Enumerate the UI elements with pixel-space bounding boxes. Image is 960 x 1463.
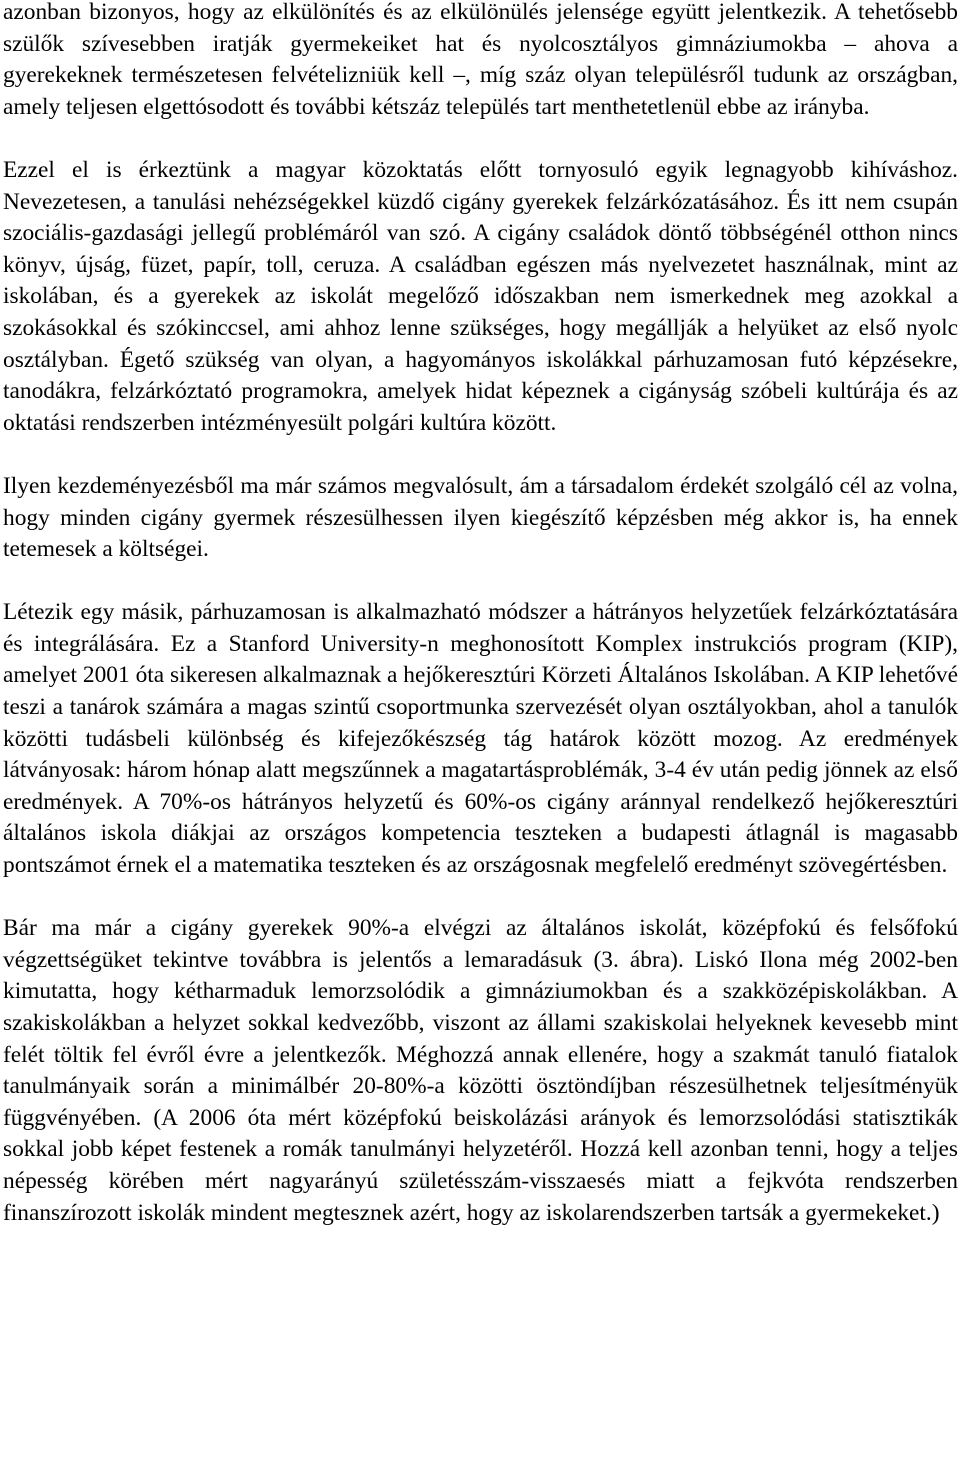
paragraph-1: azonban bizonyos, hogy az elkülönítés és az elkülönülés jelensége együtt jelentkezik. A tehetősebb szülők szívesebben iratják gyermekeiket hat és nyolcosztályos gimnáziumokba – ahova a gyerekeknek természetesen felvételizniük kell –, míg száz olyan településről tudunk az országban, amely teljesen elgettósodott és további kétszáz település tart menthetetlenül ebbe az irányba. — [3, 0, 958, 120]
paragraph-spacer — [3, 566, 958, 598]
paragraph-spacer — [3, 439, 958, 471]
paragraph-spacer — [3, 882, 958, 914]
paragraph-2: Ezzel el is érkeztünk a magyar közoktatás előtt tornyosuló egyik legnagyobb kihíváshoz. Nevezetesen, a tanulási nehézségekkel küzdő cigány gyerekek felzárkózatásához. És itt nem csupán szociális-gazdasági jellegű problémáról van szó. A cigány családok döntő többségénél otthon nincs könyv, újság, füzet, papír, toll, ceruza. A családban egészen más nyelvezetet használnak, mint az iskolában, és a gyerekek az iskolát megelőző időszakban nem ismerkednek meg azokkal a szokásokkal és szókinccsel, ami ahhoz lenne szükséges, hogy megállják a helyüket az első nyolc osztályban. Égető szükség van olyan, a hagyományos iskolákkal párhuzamosan futó képzésekre, tanodákra, felzárkóztató programokra, amelyek hidat képeznek a cigányság szóbeli kultúrája és az oktatási rendszerben intézményesült polgári kultúra között. — [3, 156, 958, 436]
paragraph-5: Bár ma már a cigány gyerekek 90%-a elvégzi az általános iskolát, középfokú és felsőfokú végzettségüket tekintve továbbra is jelentős a lemaradásuk (3. ábra). Liskó Ilona még 2002-ben kimutatta, hogy kétharmaduk lemorzsolódik a gimnáziumokban és a szakközépiskolákban. A szakiskolákban a helyzet sokkal kedvezőbb, viszont az állami szakiskolai helyeknek kevesebb mint felét töltik fel évről évre a jelentkezők. Méghozzá annak ellenére, hogy a szakmát tanuló fiatalok tanulmányaik során a minimálbér 20-80%-a közötti ösztöndíjban részesülhetnek teljesítményük függvényében. (A 2006 óta mért középfokú beiskolázási arányok és lemorzsolódási statisztikák sokkal jobb képet festenek a romák tanulmányi helyzetéről. Hozzá kell azonban tenni, hogy a teljes népesség körében mért nagyarányú születésszám-visszaesés miatt a fejkvóta rendszerben finanszírozott iskolák mindent megtesznek azért, hogy az iskolarendszerben tartsák a gyermekeket.) — [3, 915, 958, 1226]
paragraph-spacer — [3, 123, 958, 155]
paragraph-4: Létezik egy másik, párhuzamosan is alkalmazható módszer a hátrányos helyzetűek felzárkóztatására és integrálására. Ez a Stanford University-n meghonosított Komplex instrukciós program (KIP), amelyet 2001 óta sikeresen alkalmaznak a hejőkeresztúri Körzeti Általános Iskolában. A KIP lehetővé teszi a tanárok számára a magas szintű csoportmunka szervezését olyan osztályokban, ahol a tanulók közötti tudásbeli különbség és kifejezőkészség tág határok között mozog. Az eredmények látványosak: három hónap alatt megszűnnek a magatartásproblémák, 3-4 év után pedig jönnek az első eredmények. A 70%-os hátrányos helyzetű és 60%-os cigány aránnyal rendelkező hejőkeresztúri általános iskola diákjai az országos kompetencia teszteken a budapesti átlagnál is magasabb pontszámot érnek el a matematika teszteken és az országosnak megfelelő eredményt szövegértésben. — [3, 599, 958, 879]
paragraph-3: Ilyen kezdeményezésből ma már számos megvalósult, ám a társadalom érdekét szolgáló cél az volna, hogy minden cigány gyermek részesülhessen ilyen kiegészítő képzésben még akkor is, ha ennek tetemesek a költségei. — [3, 472, 958, 563]
document-page — [3, 0, 958, 1229]
